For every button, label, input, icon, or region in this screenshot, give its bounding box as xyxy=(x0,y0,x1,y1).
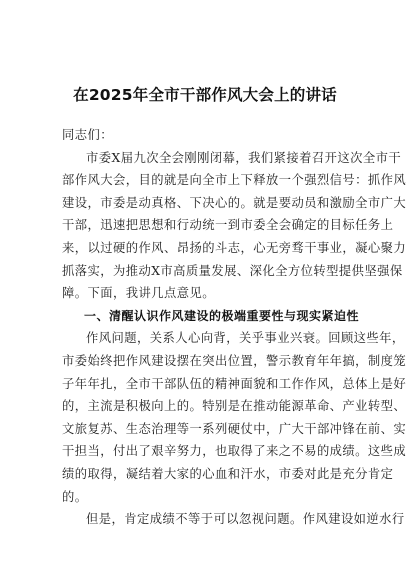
paragraph-line: 部作风大会，目的就是向全市上下释放一个强烈信号：抓作风 xyxy=(62,173,407,188)
paragraph-work-style xyxy=(62,327,407,508)
paragraph-line: 来，以过硬的作风、昂扬的斗志，心无旁骛干事业，凝心聚力 xyxy=(62,240,407,255)
paragraph-line: 障。下面，我讲几点意见。 xyxy=(62,286,215,301)
paragraph-line: 绩的取得，凝结着大家的心血和汗水，市委对此是充分肯定 xyxy=(62,466,394,481)
paragraph-line: 子年年扎，全市干部队伍的精神面貌和工作作风，总体上是好 xyxy=(62,376,407,391)
paragraph-opening xyxy=(62,147,407,305)
paragraph-line: 抓落实，为推动X市高质量发展、深化全方位转型提供坚强保 xyxy=(62,263,403,278)
paragraph-however xyxy=(62,508,405,531)
document-body xyxy=(62,124,407,531)
document-title: 在2025年全市干部作风大会上的讲话 xyxy=(73,86,337,104)
paragraph-line: 的，主流是积极向上的。特别是在推动能源革命、产业转型、 xyxy=(62,399,407,414)
paragraph-line: 的。 xyxy=(62,489,88,504)
section-heading: 一、清醒认识作风建设的极端重要性与现实紧迫性 xyxy=(84,308,360,323)
paragraph-line: 干部，迅速把思想和行动统一到市委全会确定的目标任务上 xyxy=(62,218,394,233)
paragraph-line: 市委始终把作风建设摆在突出位置，警示教育年年搞，制度笼 xyxy=(62,353,407,368)
greeting-line: 同志们： xyxy=(62,128,113,142)
paragraph-line: 干担当，付出了艰辛努力，也取得了来之不易的成绩。这些成 xyxy=(62,444,407,459)
paragraph-line: 文旅复苏、生态治理等一系列硬仗中，广大干部冲锋在前、实 xyxy=(62,421,407,436)
paragraph-line: 市委X届九次全会刚刚闭幕，我们紧接着召开这次全市干 xyxy=(86,150,402,165)
paragraph-line: 作风问题，关系人心向背，关乎事业兴衰。回顾这些年， xyxy=(86,331,405,346)
paragraph-line: 但是，肯定成绩不等于可以忽视问题。作风建设如逆水行 xyxy=(86,512,405,527)
paragraph-line: 建设，市委是动真格、下决心的。就是要动员和激励全市广大 xyxy=(62,195,407,210)
